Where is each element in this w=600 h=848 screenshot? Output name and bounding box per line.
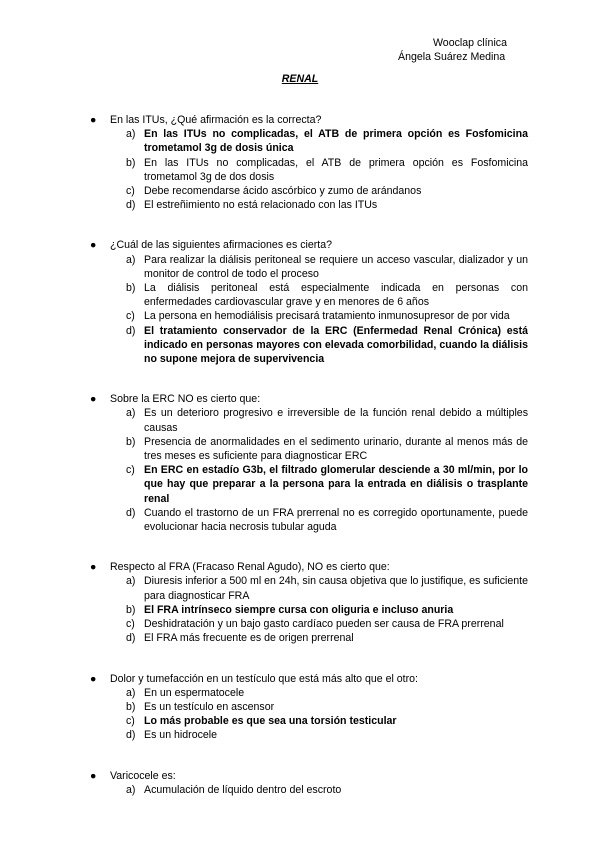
- option-item: [110, 700, 528, 714]
- option-item: [110, 617, 528, 631]
- option-item: [110, 281, 528, 309]
- option-text: La persona en hemodiálisis precisará tratamiento inmunosupresor de por vida: [144, 310, 510, 323]
- option-item: [110, 324, 528, 367]
- option-letter: a): [126, 253, 136, 266]
- option-text: Acumulación de líquido dentro del escroto: [144, 783, 342, 796]
- option-item: [110, 253, 528, 281]
- option-item: [110, 783, 528, 797]
- option-item: [110, 714, 528, 728]
- document-header: [398, 36, 512, 64]
- header-title: Wooclap clínica: [433, 37, 507, 49]
- option-letter: a): [126, 686, 136, 699]
- option-item: [110, 574, 528, 602]
- option-letter: b): [126, 700, 136, 713]
- option-text: En las ITUs no complicadas, el ATB de primera opción es Fosfomicina trometamol 3g de dos dosis: [144, 156, 528, 183]
- option-text: La diálisis peritoneal está especialmente indicada en personas con enfermedades cardiovascular grave y en menores de 6 años: [144, 282, 528, 309]
- question-stem: En las ITUs, ¿Qué afirmación es la correcta?: [110, 114, 322, 126]
- question-item: [90, 560, 528, 645]
- option-letter: d): [126, 729, 136, 742]
- option-item: [110, 463, 528, 506]
- option-item: [110, 631, 528, 645]
- option-text-correct: El FRA intrínseco siempre cursa con oliguria e incluso anuria: [144, 603, 454, 616]
- header-author: Ángela Suárez Medina: [398, 51, 506, 64]
- option-item: [110, 156, 528, 184]
- option-item: [110, 184, 528, 198]
- option-list: [110, 574, 528, 645]
- option-text: Es un testículo en ascensor: [144, 700, 275, 713]
- bullet-icon: ●: [90, 561, 97, 574]
- option-letter: c): [126, 464, 135, 477]
- question-item: [90, 672, 528, 743]
- option-letter: c): [126, 310, 135, 323]
- question-stem: Dolor y tumefacción en un testículo que está más alto que el otro:: [110, 672, 418, 685]
- bullet-icon: ●: [90, 239, 97, 252]
- option-letter: b): [126, 156, 136, 169]
- option-text: Es un hidrocele: [144, 729, 218, 742]
- option-text: Debe recomendarse ácido ascórbico y zumo de arándanos: [144, 185, 422, 198]
- option-text: El FRA más frecuente es de origen prerrenal: [144, 632, 354, 645]
- option-text: Deshidratación y un bajo gasto cardíaco pueden ser causa de FRA prerrenal: [144, 618, 504, 631]
- option-letter: d): [126, 199, 136, 212]
- option-text: Cuando el trastorno de un FRA prerrenal no es corregido oportunamente, puede evolucionar hacia necrosis tubular aguda: [144, 506, 528, 534]
- question-item: [90, 113, 528, 212]
- option-item: [110, 435, 528, 463]
- option-list: [110, 686, 528, 743]
- option-text: Presencia de anormalidades en el sedimento urinario, durante al menos más de tres meses es suficiente para diagnosticar ERC: [144, 435, 528, 463]
- option-list: [110, 253, 528, 367]
- question-stem: Varicocele es:: [110, 769, 176, 782]
- option-item: [110, 506, 528, 534]
- option-text-correct: Lo más probable es que sea una torsión testicular: [144, 715, 397, 728]
- option-item: [110, 309, 528, 323]
- option-text-correct: En ERC en estadío G3b, el filtrado glomerular desciende a 30 ml/min, por lo que hay que preparar a la persona para la entrada en diálisis o trasplante renal: [144, 464, 528, 505]
- question-stem: ¿Cuál de las siguientes afirmaciones es cierta?: [110, 239, 332, 252]
- option-letter: a): [126, 128, 136, 141]
- option-text-correct: En las ITUs no complicadas, el ATB de primera opción es Fosfomicina trometamol 3g de dosis única: [144, 128, 528, 155]
- option-letter: b): [126, 282, 136, 295]
- option-item: [110, 686, 528, 700]
- option-letter: c): [126, 715, 135, 728]
- bullet-icon: ●: [90, 769, 97, 782]
- option-letter: d): [126, 506, 136, 519]
- option-letter: a): [126, 783, 136, 796]
- option-letter: c): [126, 185, 135, 198]
- page-title: RENAL: [281, 73, 319, 85]
- option-text: En un espermatocele: [144, 686, 245, 699]
- option-list: [110, 783, 528, 797]
- option-item: [110, 198, 528, 212]
- question-stem: Sobre la ERC NO es cierto que:: [110, 393, 261, 406]
- option-letter: d): [126, 632, 136, 645]
- option-letter: b): [126, 435, 136, 448]
- question-item: [90, 392, 528, 534]
- option-letter: c): [126, 618, 135, 631]
- option-letter: d): [126, 324, 136, 337]
- bullet-icon: ●: [90, 393, 97, 406]
- question-item: [90, 238, 528, 366]
- option-item: [110, 728, 528, 742]
- question-list: [90, 113, 528, 823]
- option-letter: a): [126, 407, 136, 420]
- question-stem: Respecto al FRA (Fracaso Renal Agudo), NO es cierto que:: [110, 561, 390, 574]
- option-list: [110, 127, 528, 212]
- option-text: El estreñimiento no está relacionado con las ITUs: [144, 199, 378, 212]
- option-text: Para realizar la diálisis peritoneal se requiere un acceso vascular, dializador y un monitor de control de todo el proceso: [144, 253, 528, 280]
- option-item: [110, 603, 528, 617]
- option-text: Diuresis inferior a 500 ml en 24h, sin causa objetiva que lo justifique, es suficiente para diagnosticar FRA: [144, 575, 528, 602]
- option-list: [110, 406, 528, 534]
- option-text: Es un deterioro progresivo e irreversible de la función renal debido a múltiples causas: [144, 407, 528, 434]
- option-item: [110, 127, 528, 155]
- option-letter: a): [126, 575, 136, 588]
- option-item: [110, 406, 528, 434]
- bullet-icon: ●: [90, 114, 97, 126]
- option-letter: b): [126, 603, 136, 616]
- question-item: [90, 769, 528, 797]
- bullet-icon: ●: [90, 672, 97, 685]
- option-text-correct: El tratamiento conservador de la ERC (Enfermedad Renal Crónica) está indicado en personas mayores con elevada comorbilidad, cuando la diálisis no supone mejora de supervivencia: [144, 324, 528, 366]
